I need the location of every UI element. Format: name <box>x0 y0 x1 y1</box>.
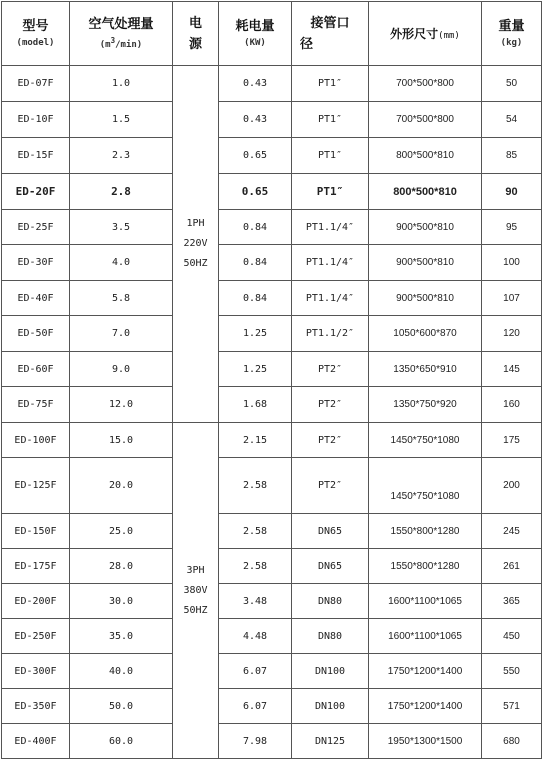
air-volume-cell: 9.0 <box>70 352 173 387</box>
dimensions-cell: 1600*1100*1065 <box>369 619 482 654</box>
header-size-label: 外形尺寸(mm) <box>390 27 460 41</box>
pipe-size-cell: DN80 <box>292 619 369 654</box>
pipe-size-cell: PT2″ <box>292 458 369 514</box>
header-pipe <box>292 2 369 66</box>
dimensions-cell: 1350*650*910 <box>369 352 482 387</box>
power-consumption-cell: 3.48 <box>219 584 292 619</box>
model-cell: ED-40F <box>2 281 70 316</box>
weight-cell: 100 <box>482 245 542 281</box>
power-consumption-cell: 0.84 <box>219 245 292 281</box>
table-row <box>2 316 542 352</box>
weight-cell: 261 <box>482 549 542 584</box>
pipe-size-cell: PT2″ <box>292 387 369 423</box>
table-row <box>2 174 542 210</box>
table-row <box>2 549 542 584</box>
model-cell: ED-50F <box>2 316 70 352</box>
air-volume-cell: 30.0 <box>70 584 173 619</box>
air-volume-cell: 60.0 <box>70 724 173 759</box>
model-cell: ED-75F <box>2 387 70 423</box>
table-row <box>2 514 542 549</box>
header-air <box>70 2 173 66</box>
model-cell: ED-300F <box>2 654 70 689</box>
header-weight <box>482 2 542 66</box>
pipe-size-cell: PT1″ <box>292 138 369 174</box>
model-cell: ED-250F <box>2 619 70 654</box>
dimensions-cell: 700*500*800 <box>369 102 482 138</box>
header-consumption-unit: (KW) <box>244 38 266 48</box>
weight-cell: 85 <box>482 138 542 174</box>
power-voltage: 220V <box>183 238 208 249</box>
model-cell: ED-60F <box>2 352 70 387</box>
power-voltage: 380V <box>183 584 208 596</box>
air-volume-cell: 5.8 <box>70 281 173 316</box>
weight-cell: 120 <box>482 316 542 352</box>
header-pipe-cn-2: 径 <box>300 36 314 52</box>
pipe-size-cell: PT1.1/4″ <box>292 210 369 245</box>
table-row <box>2 584 542 619</box>
dimensions-cell: 900*500*810 <box>369 281 482 316</box>
power-supply-cell <box>173 66 219 423</box>
model-cell: ED-15F <box>2 138 70 174</box>
pipe-size-cell: PT2″ <box>292 423 369 458</box>
power-consumption-cell: 2.58 <box>219 549 292 584</box>
dimensions-cell: 700*500*800 <box>369 66 482 102</box>
table-row <box>2 245 542 281</box>
spec-table <box>1 1 542 759</box>
dimensions-cell: 1450*750*1080 <box>369 423 482 458</box>
dimensions-cell: 1050*600*870 <box>369 316 482 352</box>
pipe-size-cell: PT1.1/2″ <box>292 316 369 352</box>
dimensions-cell: 1550*800*1280 <box>369 514 482 549</box>
table-row <box>2 352 542 387</box>
air-volume-cell: 50.0 <box>70 689 173 724</box>
table-row <box>2 458 542 514</box>
header-weight-unit: (kg) <box>500 38 523 48</box>
weight-cell: 50 <box>482 66 542 102</box>
table-row <box>2 138 542 174</box>
table-row <box>2 689 542 724</box>
dimensions-cell: 1450*750*1080 <box>369 458 482 514</box>
table-row <box>2 423 542 458</box>
weight-cell: 145 <box>482 352 542 387</box>
air-volume-cell: 3.5 <box>70 210 173 245</box>
power-consumption-cell: 6.07 <box>219 689 292 724</box>
header-consumption <box>219 2 292 66</box>
pipe-size-cell: DN65 <box>292 514 369 549</box>
weight-cell: 450 <box>482 619 542 654</box>
header-row <box>2 2 542 66</box>
header-pipe-cn-1: 接管口 <box>310 15 350 31</box>
power-consumption-cell: 2.58 <box>219 514 292 549</box>
model-cell: ED-350F <box>2 689 70 724</box>
power-consumption-cell: 6.07 <box>219 654 292 689</box>
model-cell: ED-30F <box>2 245 70 281</box>
power-consumption-cell: 0.65 <box>219 174 292 210</box>
table-row <box>2 102 542 138</box>
dimensions-cell: 900*500*810 <box>369 245 482 281</box>
table-row <box>2 724 542 759</box>
weight-cell: 107 <box>482 281 542 316</box>
header-model-cn: 型号 <box>22 19 49 34</box>
dimensions-cell: 900*500*810 <box>369 210 482 245</box>
pipe-size-cell: PT1″ <box>292 174 369 210</box>
pipe-size-cell: PT2″ <box>292 352 369 387</box>
power-consumption-cell: 0.43 <box>219 66 292 102</box>
header-power-cn-2: 源 <box>188 36 202 52</box>
air-volume-cell: 20.0 <box>70 458 173 514</box>
weight-cell: 90 <box>482 174 542 210</box>
dimensions-cell: 1600*1100*1065 <box>369 584 482 619</box>
weight-cell: 175 <box>482 423 542 458</box>
model-cell: ED-150F <box>2 514 70 549</box>
model-cell: ED-25F <box>2 210 70 245</box>
model-cell: ED-200F <box>2 584 70 619</box>
model-cell: ED-07F <box>2 66 70 102</box>
air-volume-cell: 4.0 <box>70 245 173 281</box>
dimensions-cell: 1550*800*1280 <box>369 549 482 584</box>
model-cell: ED-10F <box>2 102 70 138</box>
weight-cell: 680 <box>482 724 542 759</box>
power-consumption-cell: 4.48 <box>219 619 292 654</box>
header-model-en: (model) <box>16 38 55 48</box>
pipe-size-cell: DN100 <box>292 654 369 689</box>
dimensions-cell: 800*500*810 <box>369 174 482 210</box>
header-model <box>2 2 70 66</box>
power-consumption-cell: 2.58 <box>219 458 292 514</box>
power-consumption-cell: 0.84 <box>219 281 292 316</box>
air-volume-cell: 15.0 <box>70 423 173 458</box>
dimensions-cell: 800*500*810 <box>369 138 482 174</box>
table-row <box>2 66 542 102</box>
weight-cell: 365 <box>482 584 542 619</box>
table-row <box>2 387 542 423</box>
weight-cell: 245 <box>482 514 542 549</box>
air-volume-cell: 2.3 <box>70 138 173 174</box>
header-air-cn: 空气处理量 <box>88 17 154 32</box>
weight-cell: 200 <box>482 458 542 514</box>
weight-cell: 571 <box>482 689 542 724</box>
header-consumption-cn: 耗电量 <box>235 19 275 34</box>
pipe-size-cell: PT1″ <box>292 102 369 138</box>
weight-cell: 160 <box>482 387 542 423</box>
weight-cell: 550 <box>482 654 542 689</box>
power-freq: 50HZ <box>183 604 208 616</box>
weight-cell: 95 <box>482 210 542 245</box>
model-cell: ED-400F <box>2 724 70 759</box>
dimensions-cell: 1950*1300*1500 <box>369 724 482 759</box>
pipe-size-cell: DN100 <box>292 689 369 724</box>
table-row <box>2 281 542 316</box>
header-air-unit: $(m^3/\min)$ <box>99 36 143 50</box>
air-volume-cell: 1.0 <box>70 66 173 102</box>
table-row <box>2 619 542 654</box>
power-freq: 50HZ <box>183 258 208 269</box>
pipe-size-cell: PT1.1/4″ <box>292 281 369 316</box>
power-phase: 3PH <box>186 564 205 576</box>
power-consumption-cell: 1.68 <box>219 387 292 423</box>
power-consumption-cell: 0.43 <box>219 102 292 138</box>
power-consumption-cell: 1.25 <box>219 352 292 387</box>
air-volume-cell: 25.0 <box>70 514 173 549</box>
header-power-cn-1: 电 <box>188 15 202 31</box>
air-volume-cell: 1.5 <box>70 102 173 138</box>
air-volume-cell: 12.0 <box>70 387 173 423</box>
dimensions-cell: 1750*1200*1400 <box>369 654 482 689</box>
weight-cell: 54 <box>482 102 542 138</box>
air-volume-cell: 40.0 <box>70 654 173 689</box>
power-phase: 1PH <box>186 218 205 229</box>
dimensions-cell: 1750*1200*1400 <box>369 689 482 724</box>
power-consumption-cell: 7.98 <box>219 724 292 759</box>
table-row <box>2 654 542 689</box>
header-size <box>369 2 482 66</box>
table-row <box>2 210 542 245</box>
pipe-size-cell: PT1″ <box>292 66 369 102</box>
pipe-size-cell: PT1.1/4″ <box>292 245 369 281</box>
power-consumption-cell: 0.65 <box>219 138 292 174</box>
model-cell: ED-100F <box>2 423 70 458</box>
model-cell: ED-20F <box>2 174 70 210</box>
air-volume-cell: 7.0 <box>70 316 173 352</box>
power-consumption-cell: 2.15 <box>219 423 292 458</box>
air-volume-cell: 28.0 <box>70 549 173 584</box>
pipe-size-cell: DN80 <box>292 584 369 619</box>
air-volume-cell: 35.0 <box>70 619 173 654</box>
pipe-size-cell: DN125 <box>292 724 369 759</box>
header-power <box>173 2 219 66</box>
pipe-size-cell: DN65 <box>292 549 369 584</box>
power-consumption-cell: 0.84 <box>219 210 292 245</box>
power-consumption-cell: 1.25 <box>219 316 292 352</box>
header-weight-cn: 重量 <box>498 19 525 34</box>
dimensions-cell: 1350*750*920 <box>369 387 482 423</box>
model-cell: ED-125F <box>2 458 70 514</box>
power-supply-cell <box>173 423 219 759</box>
air-volume-cell: 2.8 <box>70 174 173 210</box>
model-cell: ED-175F <box>2 549 70 584</box>
